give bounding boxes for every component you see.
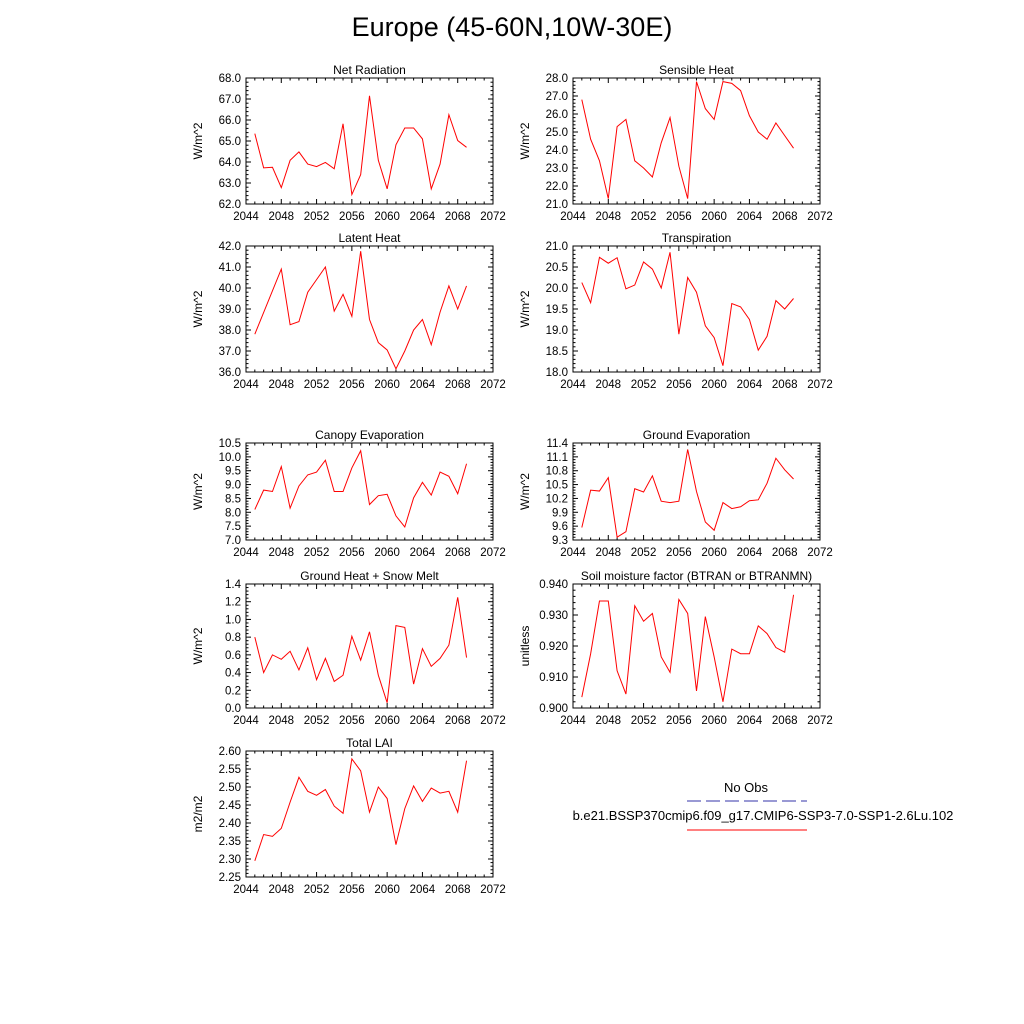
y-tick-label: 40.0: [218, 283, 241, 295]
x-tick-label: 2048: [268, 715, 295, 727]
y-tick-label: 7.0: [225, 535, 241, 547]
x-tick-label: 2048: [268, 547, 295, 559]
y-tick-label: 20.5: [545, 262, 568, 274]
x-tick-label: 2072: [807, 379, 833, 391]
y-tick-label: 28.0: [545, 73, 568, 85]
x-tick-label: 2056: [666, 379, 692, 391]
x-tick-label: 2060: [374, 211, 400, 223]
y-axis-label: W/m^2: [191, 473, 205, 510]
y-tick-label: 38.0: [218, 325, 241, 337]
x-tick-label: 2072: [480, 547, 506, 559]
x-tick-label: 2052: [630, 379, 657, 391]
y-axis-label: W/m^2: [518, 290, 532, 328]
x-tick-label: 2072: [480, 379, 506, 391]
y-tick-label: 42.0: [218, 241, 241, 253]
x-tick-label: 2064: [409, 211, 436, 223]
plot-frame: [246, 751, 493, 877]
y-axis-label: W/m^2: [518, 122, 532, 160]
x-tick-label: 2072: [807, 211, 833, 223]
y-tick-label: 9.6: [552, 521, 568, 534]
x-tick-label: 2068: [444, 884, 471, 896]
y-tick-label: 10.8: [545, 465, 568, 478]
x-tick-label: 2060: [374, 884, 400, 896]
chart-title: Sensible Heat: [659, 63, 734, 77]
y-tick-label: 1.0: [225, 614, 241, 627]
y-tick-label: 25.0: [545, 127, 568, 139]
y-tick-label: 41.0: [218, 262, 241, 274]
y-tick-label: 11.1: [546, 451, 568, 464]
x-tick-label: 2052: [630, 715, 657, 727]
y-tick-label: 62.0: [218, 199, 241, 211]
y-axis-label: W/m^2: [191, 122, 205, 160]
x-tick-label: 2064: [409, 884, 436, 896]
y-tick-label: 0.2: [225, 685, 241, 698]
x-tick-label: 2060: [374, 715, 400, 727]
y-tick-label: 67.0: [218, 94, 241, 106]
plot-frame: [246, 584, 493, 708]
x-tick-label: 2056: [339, 211, 365, 223]
y-tick-label: 0.0: [225, 703, 241, 715]
series-line: [582, 449, 794, 537]
chart-title: Soil moisture factor (BTRAN or BTRANMN): [580, 569, 813, 583]
x-tick-label: 2056: [666, 715, 692, 727]
y-tick-label: 23.0: [545, 163, 568, 175]
chart-title: Ground Evaporation: [642, 428, 751, 442]
y-tick-label: 9.5: [225, 465, 241, 478]
x-tick-label: 2052: [303, 211, 330, 223]
x-tick-label: 2056: [339, 547, 365, 559]
legend-model-line: [686, 827, 808, 833]
x-tick-label: 2044: [233, 211, 259, 223]
y-tick-label: 27.0: [545, 91, 568, 103]
x-tick-label: 2072: [480, 884, 506, 896]
y-tick-label: 0.6: [225, 649, 241, 662]
y-axis-label: W/m^2: [518, 473, 532, 510]
series-line: [582, 252, 794, 365]
x-tick-label: 2052: [303, 715, 330, 727]
x-tick-label: 2072: [807, 547, 833, 559]
legend-obs-label: No Obs: [723, 780, 769, 795]
y-tick-label: 68.0: [218, 73, 241, 85]
y-tick-label: 11.4: [546, 438, 568, 450]
x-tick-label: 2064: [736, 715, 763, 727]
y-tick-label: 66.0: [218, 115, 241, 127]
x-tick-label: 2052: [303, 547, 330, 559]
chart-title: Transpiration: [661, 231, 732, 245]
y-tick-label: 24.0: [545, 145, 568, 157]
y-tick-label: 18.5: [545, 346, 568, 358]
x-tick-label: 2068: [771, 547, 798, 559]
x-tick-label: 2044: [233, 547, 259, 559]
x-tick-label: 2068: [771, 715, 798, 727]
y-tick-label: 22.0: [545, 181, 568, 193]
x-tick-label: 2064: [736, 211, 763, 223]
y-tick-label: 21.0: [545, 199, 568, 211]
series-line: [582, 82, 794, 199]
x-tick-label: 2072: [480, 715, 506, 727]
x-tick-label: 2044: [560, 211, 586, 223]
x-tick-label: 2056: [339, 379, 365, 391]
x-tick-label: 2068: [771, 379, 798, 391]
chart-panel-7: [191, 569, 506, 727]
y-tick-label: 8.0: [225, 507, 241, 520]
chart-panel-1: [191, 63, 506, 223]
series-line: [255, 451, 467, 527]
x-tick-label: 2060: [701, 547, 727, 559]
x-tick-label: 2060: [374, 547, 400, 559]
y-tick-label: 19.5: [545, 304, 568, 316]
y-tick-label: 2.25: [218, 872, 241, 884]
chart-panel-5: [191, 428, 506, 559]
x-tick-label: 2052: [303, 884, 330, 896]
x-tick-label: 2044: [560, 547, 586, 559]
x-tick-label: 2048: [595, 547, 622, 559]
x-tick-label: 2060: [701, 715, 727, 727]
y-tick-label: 10.5: [545, 479, 568, 492]
y-tick-label: 0.900: [539, 703, 568, 715]
y-tick-label: 0.8: [225, 632, 241, 645]
y-tick-label: 2.30: [218, 854, 241, 866]
chart-title: Total LAI: [346, 736, 393, 750]
x-tick-label: 2068: [444, 715, 471, 727]
y-tick-label: 9.0: [225, 479, 241, 492]
legend-model-label: b.e21.BSSP370cmip6.f09_g17.CMIP6-SSP3-7.0-SSP1-2.6Lu.102: [572, 808, 954, 823]
x-tick-label: 2064: [409, 715, 436, 727]
x-tick-label: 2052: [630, 547, 657, 559]
y-tick-label: 26.0: [545, 109, 568, 121]
chart-title: Net Radiation: [333, 63, 406, 77]
plot-frame: [246, 246, 493, 372]
x-tick-label: 2056: [666, 211, 692, 223]
x-tick-label: 2064: [736, 379, 763, 391]
x-tick-label: 2068: [444, 379, 471, 391]
y-tick-label: 10.5: [218, 438, 241, 450]
y-axis-label: W/m^2: [191, 627, 205, 665]
y-tick-label: 19.0: [545, 325, 568, 337]
y-tick-label: 39.0: [218, 304, 241, 316]
x-tick-label: 2044: [233, 715, 259, 727]
x-tick-label: 2044: [560, 715, 586, 727]
y-tick-label: 7.5: [225, 521, 241, 534]
plot-frame: [246, 443, 493, 540]
y-tick-label: 2.60: [218, 746, 241, 758]
x-tick-label: 2044: [233, 379, 259, 391]
x-tick-label: 2044: [560, 379, 586, 391]
y-axis-label: unitless: [518, 625, 532, 667]
y-tick-label: 10.2: [545, 493, 568, 506]
y-tick-label: 9.3: [552, 535, 568, 547]
x-tick-label: 2064: [409, 547, 436, 559]
legend-obs-line: [686, 798, 808, 804]
y-axis-label: m2/m2: [191, 795, 205, 833]
page-title: Europe (45-60N,10W-30E): [351, 12, 673, 42]
y-tick-label: 21.0: [545, 241, 568, 253]
x-tick-label: 2056: [339, 715, 365, 727]
x-tick-label: 2064: [736, 547, 763, 559]
series-line: [582, 595, 794, 702]
y-tick-label: 63.0: [218, 178, 241, 190]
chart-title: Ground Heat + Snow Melt: [300, 569, 439, 583]
x-tick-label: 2064: [409, 379, 436, 391]
y-tick-label: 1.4: [225, 579, 241, 591]
chart-panel-8: [518, 569, 833, 727]
chart-panel-4: [518, 231, 833, 391]
x-tick-label: 2068: [444, 547, 471, 559]
y-tick-label: 2.55: [218, 764, 241, 776]
x-tick-label: 2060: [701, 379, 727, 391]
x-tick-label: 2056: [666, 547, 692, 559]
x-tick-label: 2048: [268, 379, 295, 391]
x-tick-label: 2052: [630, 211, 657, 223]
x-tick-label: 2068: [444, 211, 471, 223]
y-tick-label: 20.0: [545, 283, 568, 295]
x-tick-label: 2048: [595, 211, 622, 223]
y-tick-label: 8.5: [225, 493, 241, 506]
x-tick-label: 2072: [480, 211, 506, 223]
y-tick-label: 9.9: [552, 507, 568, 520]
y-tick-label: 0.940: [539, 579, 568, 591]
x-tick-label: 2060: [374, 379, 400, 391]
y-tick-label: 0.930: [539, 610, 568, 622]
x-tick-label: 2048: [268, 211, 295, 223]
x-tick-label: 2048: [595, 379, 622, 391]
chart-panel-6: [518, 428, 833, 559]
y-tick-label: 1.2: [225, 596, 241, 609]
chart-title: Canopy Evaporation: [315, 428, 424, 442]
x-tick-label: 2044: [233, 884, 259, 896]
x-tick-label: 2048: [268, 884, 295, 896]
y-tick-label: 0.910: [539, 672, 568, 684]
y-tick-label: 18.0: [545, 367, 568, 379]
y-tick-label: 2.45: [218, 800, 241, 812]
x-tick-label: 2048: [595, 715, 622, 727]
y-tick-label: 2.35: [218, 836, 241, 848]
y-axis-label: W/m^2: [191, 290, 205, 328]
y-tick-label: 2.50: [218, 782, 241, 794]
y-tick-label: 37.0: [218, 346, 241, 358]
chart-panel-3: [191, 231, 506, 391]
series-line: [255, 597, 467, 702]
chart-panel-2: [518, 63, 833, 223]
x-tick-label: 2068: [771, 211, 798, 223]
series-line: [255, 96, 467, 195]
x-tick-label: 2052: [303, 379, 330, 391]
series-line: [255, 251, 467, 369]
x-tick-label: 2060: [701, 211, 727, 223]
chart-panel-9: [191, 736, 506, 896]
y-tick-label: 36.0: [218, 367, 241, 379]
y-tick-label: 2.40: [218, 818, 241, 830]
x-tick-label: 2072: [807, 715, 833, 727]
plot-frame: [573, 246, 820, 372]
chart-title: Latent Heat: [338, 231, 401, 245]
series-line: [255, 759, 467, 861]
y-tick-label: 0.920: [539, 641, 568, 653]
y-tick-label: 0.4: [225, 667, 241, 680]
y-tick-label: 65.0: [218, 136, 241, 148]
x-tick-label: 2056: [339, 884, 365, 896]
y-tick-label: 64.0: [218, 157, 241, 169]
y-tick-label: 10.0: [218, 451, 241, 464]
